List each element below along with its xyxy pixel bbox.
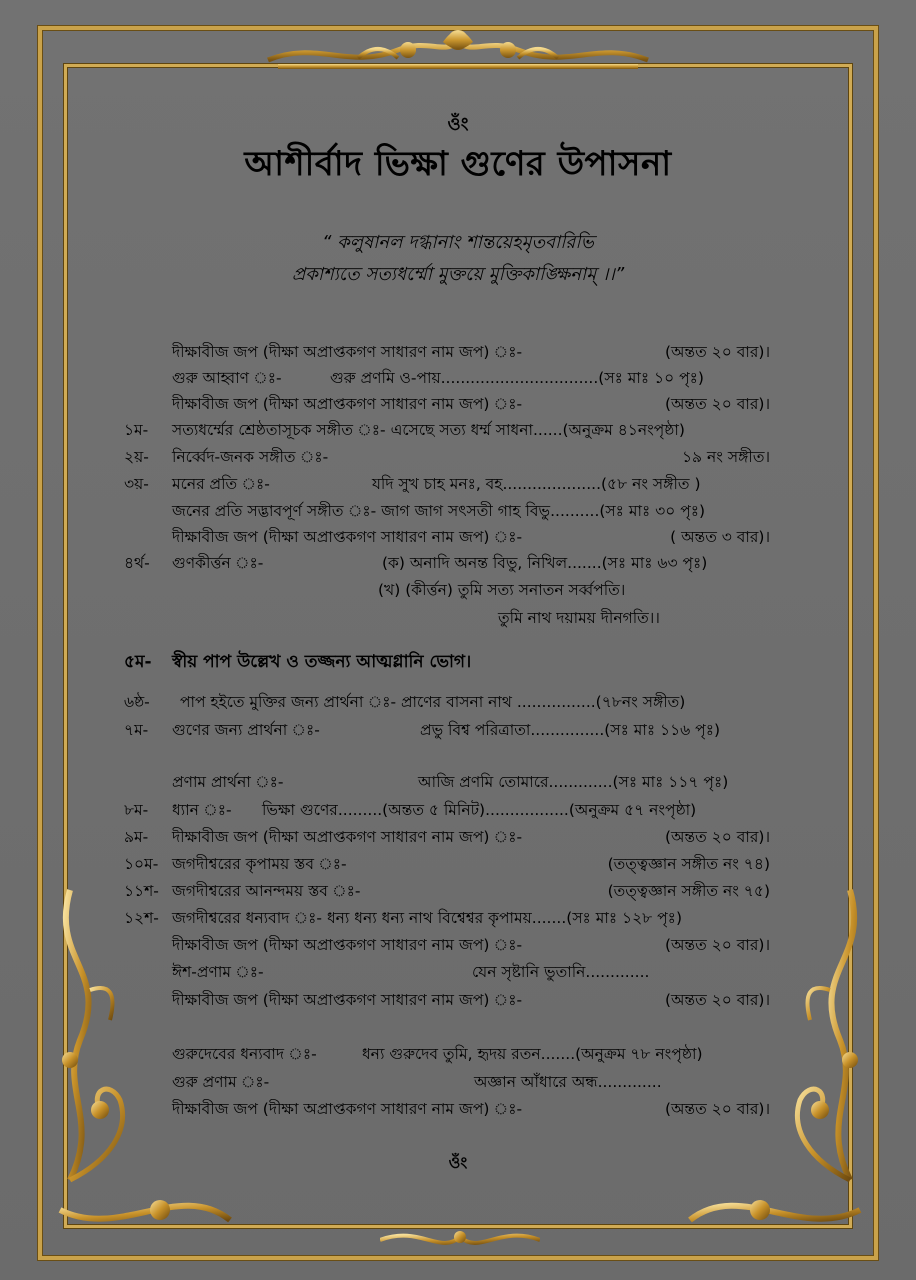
bottom-floral-ornament (380, 1225, 540, 1255)
shloka-line-2: প্রকাশ্যতে সত্যধর্ম্মো মুক্তয়ে মুক্তিকাঙ্ক্ষিনাম্ ।।” (291, 264, 625, 285)
om-symbol-top: ওঁং (447, 114, 469, 135)
om-symbol-bottom: ওঁং (448, 1153, 468, 1172)
top-floral-ornament (258, 20, 658, 80)
page-background: ওঁং আশীর্বাদ ভিক্ষা গুণের উপাসনা “ কলুষানল দগ্ধানাং শান্তয়েহমৃতবারিভি প্রকাশ্যতে সত্যধর্ম্মো মুক্তয়ে মুক্তিকাঙ্ক্ষিনাম্ ।।” দীক্ষাবীজ জপ (দীক্ষা অপ্রাপ্তকগণ সাধারণ নাম জপ) ঃ- (অন্তত ২০ বার)। গুরু আহ্বাণ ঃ- গুরু প্রণমি ও-পায়................................(সঃ মাঃ ১০ পৃঃ) দীক্ষাবীজ জপ (দীক্ষা অপ্রাপ্তকগণ সাধারণ নাম জপ) ঃ- (অন্তত ২০ বার)। ১ম- সত্যধর্ম্মের শ্রেষ্ঠতাসূচক সঙ্গীত ঃ- এসেছে সত্য ধর্ম্ম সাধনা......(অনুক্রম ৪১নংপৃষ্ঠা) ২য়- নির্ব্বেদ-জনক সঙ্গীত ঃ- ১৯ নং সঙ্গীত। ৩য়- মনের প্রতি ঃ- যদি সুখ চাহ মনঃ, বহ....................(৫৮ নং সঙ্গীত ) জনের প্রতি সদ্ভাবপূর্ণ সঙ্গীত ঃ- জাগ জাগ সৎসতী গাহ বিভু..........(সঃ মাঃ ৩০ পৃঃ) দীক্ষাবীজ জপ (দীক্ষা অপ্রাপ্তকগণ সাধারণ নাম জপ) ঃ- ( অন্তত ৩ বার)। ৪র্থ- গুণকীর্ত্তন ঃ- (ক) অনাদি অনন্ত বিভু, নিখিল.......(সঃ মাঃ ৬৩ পৃঃ) (খ) (কীর্ত্তন) তুমি সত্য সনাতন সর্ব্বপতি। তুমি নাথ দয়াময় দীনগতি।। ৫ম- স্বীয় পাপ উল্লেখ ও তজ্জন্য আত্মগ্লানি ভোগ। ৬ষ্ঠ- পাপ হইতে মুক্তির জন্য প্রার্থনা ঃ- প্রাণের বাসনা নাথ ................(৭৮নং সঙ্গীত) ৭ম- গুণের জন্য প্রার্থনা ঃ- প্রভু বিশ্ব পরিত্রাতা...............(সঃ মাঃ ১১৬ পৃঃ) প্রণাম প্রার্থনা ঃ- আজি প্রণমি তোমারে.............(সঃ মাঃ ১১৭ পৃঃ) ৮ম- ধ্যান ঃ- ভিক্ষা গুণের.........(অন্তত ৫ মিনিট).................(অনুক্রম ৫৭ নংপৃষ্ঠা) ৯ম- দীক্ষাবীজ জপ (দীক্ষা অপ্রাপ্তকগণ সাধারণ নাম জপ) ঃ- (অন্তত ২০ বার)। ১০ম- জগদীশ্বরের কৃপাময় স্তব ঃ- (তত্ত্বজ্ঞান সঙ্গীত নং ৭৪) ১১শ- জগদীশ্বরের আনন্দময় স্তব ঃ- (তত্ত্বজ্ঞান সঙ্গীত নং ৭৫) ১২শ- জগদীশ্বরের ধন্যবাদ ঃ- ধন্য ধন্য ধন্য নাথ বিশ্বেশ্বর কৃপাময়.......(সঃ মাঃ ১২৮ পৃঃ) দীক্ষাবীজ জপ (দীক্ষা অপ্রাপ্তকগণ সাধারণ নাম জপ) ঃ- (অন্তত ২০ বার)। ঈশ-প্রণাম ঃ- যেন সৃষ্টানি ভুতানি............. দীক্ষাবীজ জপ (দীক্ষা অপ্রাপ্তকগণ সাধারণ নাম জপ) ঃ- (অন্তত ২০ বার)। গুরুদেবের ধন্যবাদ ঃ- ধন্য গুরুদেব তুমি, হৃদয় রতন.......(অনুক্রম ৭৮ নংপৃষ্ঠা) গুরু প্রণাম ঃ- অজ্ঞান আঁধারে অন্ধ............. দীক্ষাবীজ জপ (দীক্ষা অপ্রাপ্তকগণ সাধারণ নাম জপ) ঃ- (অন্তত ২০ বার)। ওঁং (0, 0, 916, 1280)
page-title: আশীর্বাদ ভিক্ষা গুণের উপাসনা (244, 144, 672, 184)
shloka-line-1: “ কলুষানল দগ্ধানাং শান্তয়েহমৃতবারিভি (322, 232, 594, 253)
